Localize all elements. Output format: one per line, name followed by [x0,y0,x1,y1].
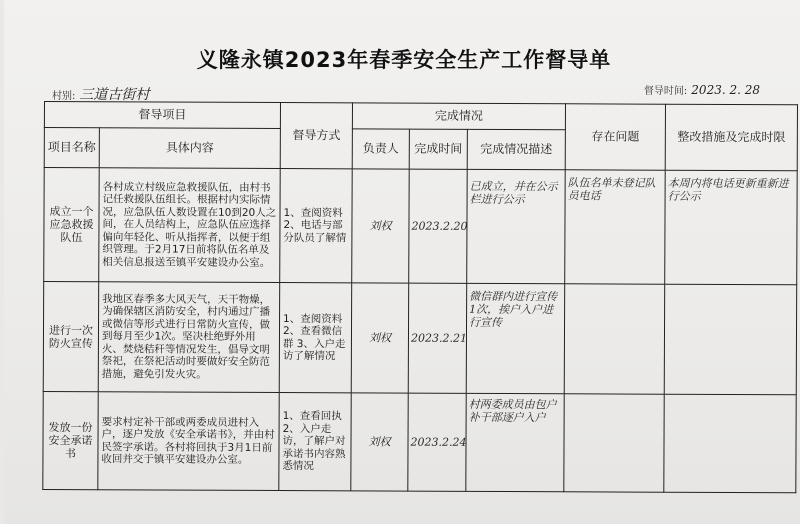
date-label: 督导时间: [643,86,688,97]
document-sheet [4,0,800,524]
row-issues [564,394,664,492]
row-desc: 已成立，并在公示栏进行公示 [467,169,565,283]
header-measures: 整改措施及完成时限 [665,104,797,171]
header-item-group: 督导项目 [44,102,280,129]
row-content: 我地区春季多大风天气，天干物燥，为确保辖区消防安全，村内通过广播或微信等形式进行日常防火宣传，做到每月至少1次。坚决杜绝野外用火、焚烧秸秆等情况发生，倡导文明祭祀，在祭祀活动时要做好安全防范措施，避免引发火灾。 [98,282,279,393]
row-issues: 队伍名单未登记队员电话 [565,170,665,284]
row-measures [664,284,796,395]
row-person: 刘权 [351,393,408,491]
table-row [43,391,796,492]
row-method: 1、查看回执 2、入户走访，了解户对承诺书内容熟悉情况 [279,393,351,491]
document-title: 义隆永镇2023年春季安全生产工作督导单 [196,48,612,72]
header-method: 督导方式 [280,103,352,169]
village-label: 村别: [52,91,76,102]
row-name: 发放一份安全承诺书 [43,391,98,489]
header-completion-group: 完成情况 [352,103,565,130]
table-row [44,168,798,285]
header-time: 完成时间 [409,129,467,169]
table-row [43,282,796,395]
header-desc: 完成情况描述 [467,129,565,169]
village-value: 三道古街村 [79,87,150,103]
row-measures: 本周内将电话更新重新进行公示 [665,170,797,285]
date-value: 2023. 2. 28 [691,83,760,97]
row-person: 刘权 [352,169,409,283]
row-method: 1、查阅资料 2、电话与部分队员了解情 [280,169,352,283]
date-field [644,82,760,97]
row-name: 成立一个应急救援队伍 [44,168,99,282]
header-row-1 [44,102,797,131]
row-time: 2023.2.20 [409,169,467,283]
row-person: 刘权 [351,283,408,393]
header-item-name: 项目名称 [44,128,99,168]
header-person: 负责人 [352,129,409,169]
row-desc: 村两委成员由包户补干部逐户入户 [466,393,564,491]
row-method: 1、查阅资料 2、查看微信群 3、入户走访了解情况 [279,283,351,393]
row-time: 2023.2.24 [408,393,466,491]
row-content: 各村成立村级应急救援队伍，由村书记任救援队伍组长。根据村内实际情况，应急队伍人数设置在10到20人之间，在人员结构上，应急队伍应选择偏向年轻化、听从指挥者，以便于组织管理。于2月17日前将队伍名单及相关信息报送至镇平安建设办公室。 [99,168,281,283]
row-name: 进行一次防火宣传 [43,282,98,392]
row-time: 2023.2.21 [408,283,466,393]
header-issues: 存在问题 [565,104,665,170]
row-issues [564,284,664,394]
row-measures [664,394,796,493]
supervision-table [42,101,798,493]
row-content: 要求村定补干部或两委成员进村入户，逐户发放《安全承诺书》，并由村民签字承诺。各村将回执于3月1日前收回并交于镇平安建设办公室。 [98,392,279,491]
header-content: 具体内容 [99,128,280,169]
row-desc: 微信群内进行宣传1次，挨户入户进行宣传 [466,283,564,393]
